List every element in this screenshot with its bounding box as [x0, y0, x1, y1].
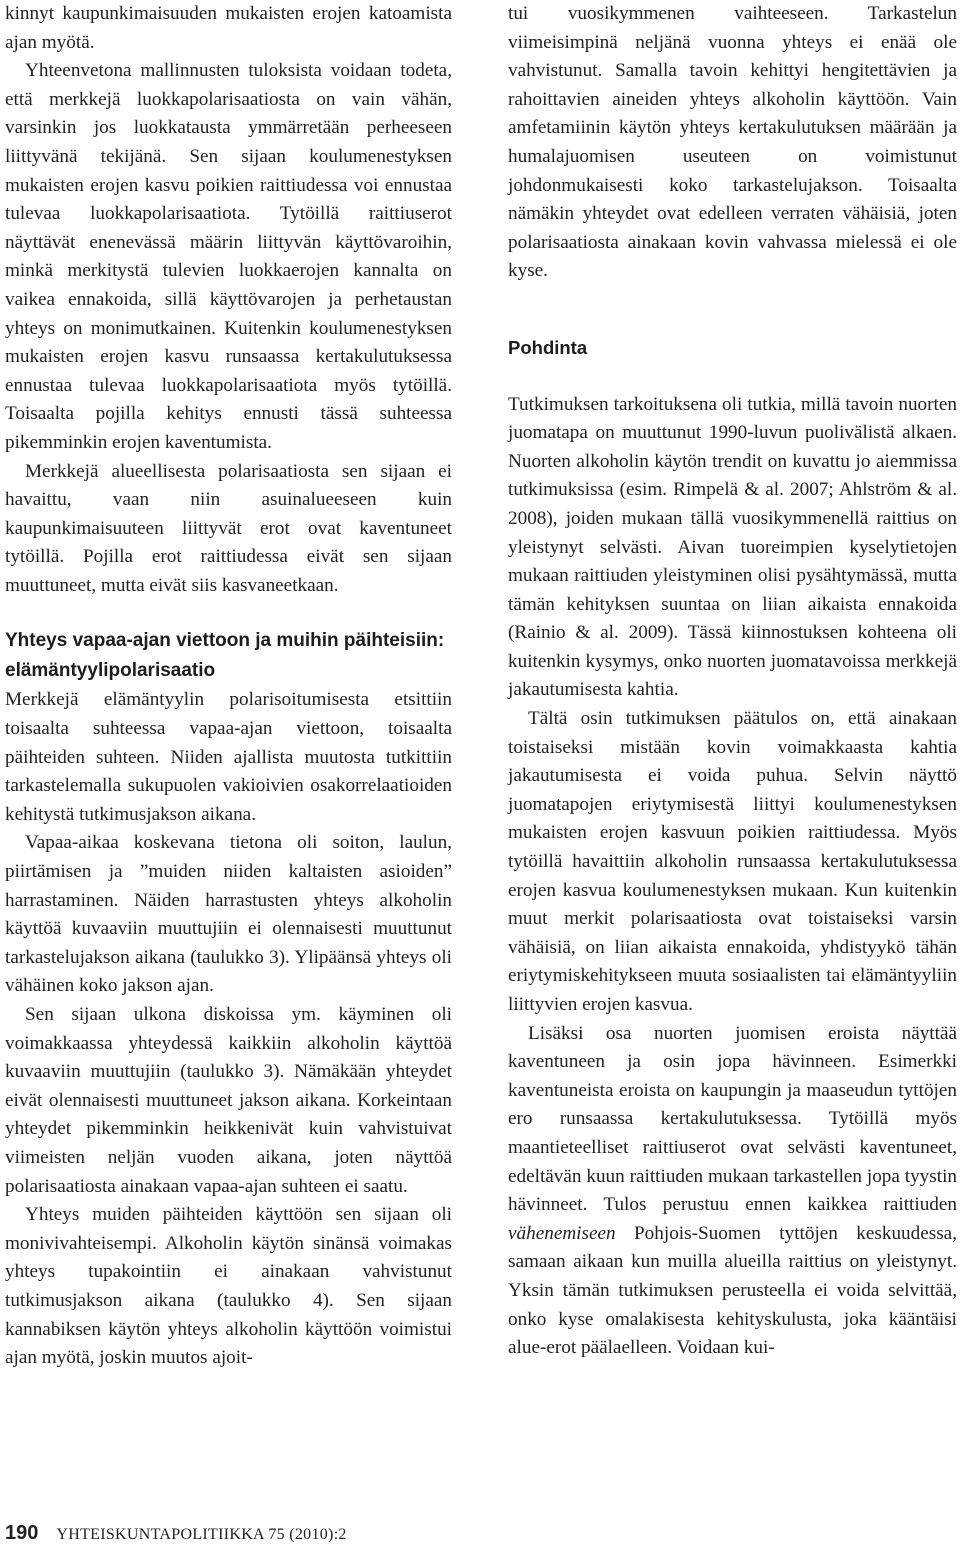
right-column: [508, 0, 957, 1363]
paragraph: Yhteys muiden päihteiden käyttöön sen sijaan oli monivivahteisempi. Alkoholin käytön sinänsä voimakas yhteys tupakointiin ei ainakaan vahvistunut tutkimusjakson aikana (taulukko 4). Sen sijaan kannabiksen käytön yhteys alkoholin käyttöön voimistui ajan myötä, joskin muutos ajoit-: [5, 1204, 452, 1369]
paragraph: Vapaa-aikaa koskevana tietona oli soiton, laulun, piirtämisen ja ”muiden niiden kaltaisten asioiden” harrastaminen. Näiden harrastusten yhteys alkoholin käyttöä kuvaaviin muuttujiin ei olennaisesti muuttunut tarkastelujakson aikana (taulukko 3). Ylipäänsä yhteys oli vähäinen koko jakson ajan.: [5, 832, 452, 997]
section-heading: Pohdinta: [508, 336, 588, 358]
paragraph: Tältä osin tutkimuksen päätulos on, että ainakaan toistaiseksi mistään kovin voimakkaasta kahtia jakautumisesta ei voida puhua. Selvin näyttö juomatapojen eriytymisestä liittyi koulumenestyksen mukaisten erojen kasvuun poikien raittiudessa. Myös tytöillä havaittiin alkoholin runsaassa kertakulutuksessa erojen kasvua koulumenestyksen mukaan. Kun kuitenkin muut merkit polarisaatiosta ovat toistaiseksi varsin vähäisiä, on liian aikaista ennakoida, yhdistyykö tähän eriytymiskehitykseen muuta sosiaalisten tai elämäntyyliin liittyvien erojen kasvua.: [508, 708, 957, 1015]
paragraph: Sen sijaan ulkona diskoissa ym. käyminen oli voimakkaassa yhteydessä kaikkiin alkoholin käyttöä kuvaaviin muuttujiin (taulukko 3). Nämäkään yhteydet eivät olennaisesti muuttuneet jakson aikana. Korkeintaan yhteydet pikemminkin heikkenivät kuin vahvistuivat viimeisten neljän vuoden aikana, joten näyttöä polarisaatiosta ainakaan vapaa-ajan suhteen ei saatu.: [5, 1004, 452, 1197]
paragraph: kinnyt kaupunkimaisuuden mukaisten erojen katoamista ajan myötä.: [5, 3, 452, 53]
paragraph: [508, 1020, 957, 1363]
emphasized-text: vähenemiseen: [508, 1222, 616, 1244]
paragraph-text: Lisäksi osa nuorten juomisen eroista näyttää kaventuneen ja osin jopa hävinneen. Esimerkki kaventuneista eroista on kaupungin ja maaseudun tyttöjen ero runsaassa kertakulutuksessa. Tytöillä myös maantieteelliset raittiuserot ovat selvästi kaventuneet, edeltävän kuun raittiuden mukaan tarkastellen jopa tyystin hävinneet. Tulos perustuu ennen kaikkea raittiuden: [508, 1022, 957, 1216]
left-column: [5, 0, 452, 1373]
paragraph: Yhteenvetona mallinnusten tuloksista voidaan todeta, että merkkejä luokkapolarisaatiosta on vain vähän, varsinkin jos luokkatausta ymmärretään perheeseen liittyvänä tekijänä. Sen sijaan koulumenestyksen mukaisten erojen kasvu poikien raittiudessa voi ennustaa tulevaa luokkapolarisaatiota. Tytöillä raittiuserot näyttävät enenevässä määrin liittyvän käyttövaroihin, minkä merkitystä tulevien luokkaerojen kannalta on vaikea ennakoida, sillä käyttövarojen ja perhetaustan yhteys on monimutkainen. Kuitenkin koulumenestyksen mukaisten erojen kasvu runsaassa kertakulutuksessa ennustaa tulevaa luokkapolarisaatiota myös tytöillä. Toisaalta pojilla kehitys ennusti tässä suhteessa pikemminkin erojen kaventumista.: [5, 60, 452, 453]
page-number: 190: [5, 1522, 39, 1544]
paragraph: Merkkejä elämäntyylin polarisoitumisesta etsittiin toisaalta suhteessa vapaa-ajan viettoon, toisaalta päihteiden suhteen. Niiden ajallista muutosta tutkittiin tarkastelemalla sukupuolen vakioivien osakorrelaatioiden kehitystä tutkimusjakson aikana.: [5, 689, 452, 825]
paragraph-text: Pohjois-Suomen tyttöjen keskuudessa, samaan aikaan kun muilla alueilla raittius on yleistynyt. Yksin tämän tutkimuksen perusteella ei voida selvittää, onko kyse omalakisesta kehityskulusta, joka kääntäisi alue-erot päälaelleen. Voidaan kui-: [508, 1222, 957, 1359]
paragraph: Tutkimuksen tarkoituksena oli tutkia, millä tavoin nuorten juomatapa on muuttunut 1990-luvun puolivälistä alkaen. Nuorten alkoholin käytön trendit on kuvattu jo aiemmissa tutkimuksissa (esim. Rimpelä & al. 2007; Ahlström & al. 2008), joiden mukaan tällä vuosikymmenellä raittius on yleistynyt selvästi. Aivan tuoreimpien kyselytietojen mukaan raittiuden yleistyminen olisi pysähtymässä, mutta tämän kehityksen suuntaa on liian aikaista ennakoida (Rainio & al. 2009). Tässä kiinnostuksen kohteena oli kuitenkin kysymys, onko nuorten juomatavoissa merkkejä jakautumisesta kahtia.: [508, 393, 957, 701]
paragraph: Merkkejä alueellisesta polarisaatiosta sen sijaan ei havaittu, vaan niin asuinalueeseen kuin kaupunkimaisuuteen liittyvät erot ovat kaventuneet tytöillä. Pojilla erot raittiudessa eivät sen sijaan muuttuneet, mutta eivät siis kasvaneetkaan.: [5, 460, 452, 596]
section-heading: Yhteys vapaa-ajan viettoon ja muihin päihteisiin: elämäntyylipolarisaatio: [5, 630, 445, 682]
paragraph: tui vuosikymmenen vaihteeseen. Tarkastelun viimeisimpinä neljänä vuonna yhteys ei enää ole vahvistunut. Samalla tavoin kehittyi hengitettävien ja rahoittavien aineiden yhteys alkoholin käyttöön. Vain amfetamiinin käytön yhteys kertakulutuksen määrään ja humalajuomisen useuteen on voimistunut johdonmukaisesti koko tarkastelujakson. Toisaalta nämäkin yhteydet ovat edelleen verraten vähäisiä, joten polarisaatiosta ainakaan kovin vahvassa mielessä ei ole kyse.: [508, 3, 957, 282]
journal-name: YHTEISKUNTAPOLITIIKKA 75 (2010):2: [56, 1526, 347, 1543]
page-footer: [5, 1522, 347, 1548]
